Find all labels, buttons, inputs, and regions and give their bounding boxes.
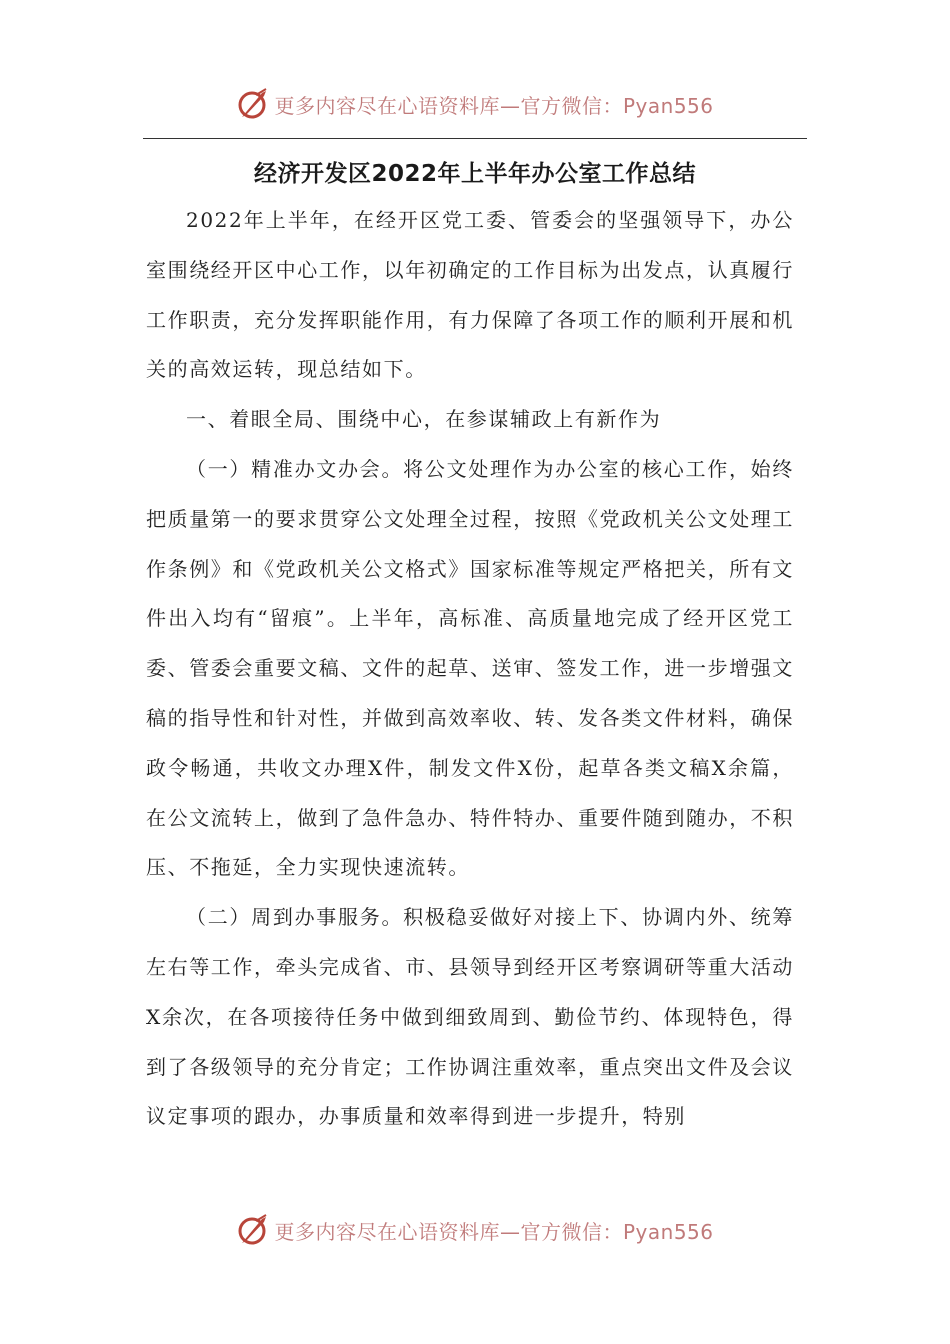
document-body [146,196,794,1142]
document-title: 经济开发区2022年上半年办公室工作总结 [253,161,696,187]
header-banner-label: 更多内容尽在心语资料库—官方微信： [274,93,623,118]
paragraph-1: （一）精准办文办会。将公文处理作为办公室的核心工作，始终把质量第一的要求贯穿公文处理全过程，按照《党政机关公文处理工作条例》和《党政机关公文格式》国家标准等规定严格把关，所有文件出入均有“留痕”。上半年，高标准、高质量地完成了经开区党工委、管委会重要文稿、文件的起草、送审、签发工作，进一步增强文稿的指导性和针对性，并做到高效率收、转、发各类文件材料，确保政令畅通，共收文办理X件，制发文件X份，起草各类文稿X余篇，在公文流转上，做到了急件急办、特件特办、重要件随到随办，不积压、不拖延，全力实现快速流转。 [146,456,794,880]
quill-logo-icon [236,1213,270,1247]
footer-banner-text [274,1216,713,1245]
footer-banner-label: 更多内容尽在心语资料库—官方微信： [274,1219,623,1244]
footer-wechat-id: Pyan556 [622,1219,714,1244]
paragraph-intro: 2022年上半年，在经开区党工委、管委会的坚强领导下，办公室围绕经开区中心工作，以年初确定的工作目标为出发点，认真履行工作职责，充分发挥职能作用，有力保障了各项工作的顺利开展和机关的高效运转，现总结如下。 [146,208,794,382]
quill-logo-icon [236,87,270,121]
header-banner-text [274,90,713,119]
paragraph-2: （二）周到办事服务。积极稳妥做好对接上下、协调内外、统筹左右等工作，牵头完成省、市、县领导到经开区考察调研等重大活动X余次，在各项接待任务中做到细致周到、勤俭节约、体现特色，得到了各级领导的充分肯定；工作协调注重效率，重点突出文件及会议议定事项的跟办，办事质量和效率得到进一步提升，特别 [146,905,794,1129]
header-divider [143,138,807,139]
header-wechat-id: Pyan556 [622,93,714,118]
header-banner [0,84,950,124]
footer-banner [0,1210,950,1250]
section-heading-1: 一、着眼全局、围绕中心，在参谋辅政上有新作为 [186,407,662,432]
